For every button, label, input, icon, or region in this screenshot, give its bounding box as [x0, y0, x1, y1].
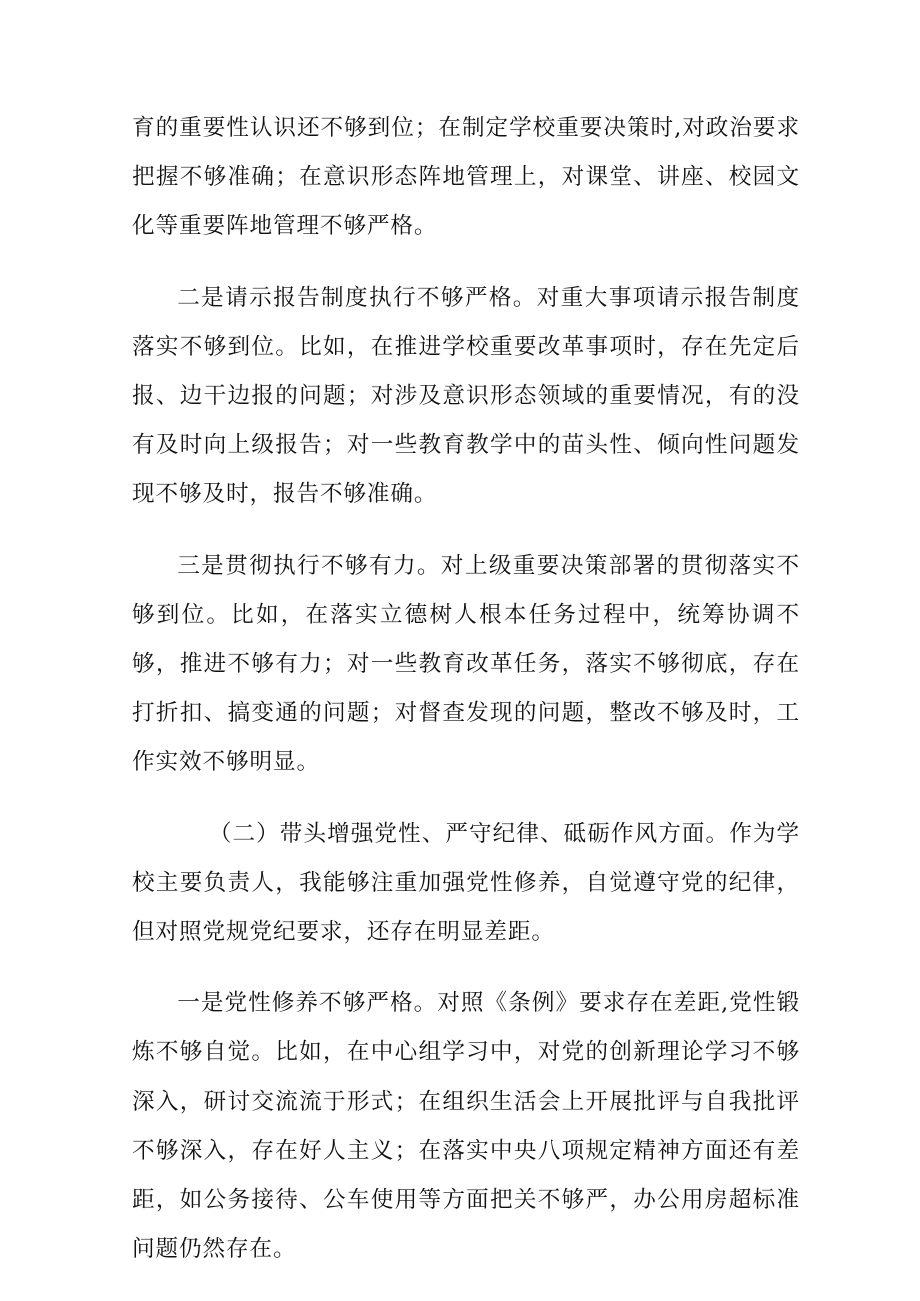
- document-body: [132, 104, 800, 1296]
- paragraph-3: 三是贯彻执行不够有力。对上级重要决策部署的贯彻落实不够到位。比如，在落实立德树人根本任务过程中，统筹协调不够，推进不够有力；对一些教育改革任务，落实不够彻底，存在打折扣、搞变通的问题；对督查发现的问题，整改不够及时，工作实效不够明显。: [132, 552, 800, 776]
- paragraph-2: 二是请示报告制度执行不够严格。对重大事项请示报告制度落实不够到位。比如，在推进学校重要改革事项时，存在先定后报、边干边报的问题；对涉及意识形态领域的重要情况，有的没有及时向上级报告；对一些教育教学中的苗头性、倾向性问题发现不够及时，报告不够准确。: [132, 284, 800, 508]
- paragraph-4: （二）带头增强党性、严守纪律、砥砺作风方面。作为学校主要负责人，我能够注重加强党性修养，自觉遵守党的纪律，但对照党规党纪要求，还存在明显差距。: [132, 820, 800, 946]
- paragraph-1: 育的重要性认识还不够到位；在制定学校重要决策时,对政治要求把握不够准确；在意识形态阵地管理上，对课堂、讲座、校园文化等重要阵地管理不够严格。: [132, 115, 800, 240]
- paragraph-5: 一是党性修养不够严格。对照《条例》要求存在差距,党性锻炼不够自觉。比如，在中心组学习中，对党的创新理论学习不够深入，研讨交流流于形式；在组织生活会上开展批评与自我批评不够深入，存在好人主义；在落实中央八项规定精神方面还有差距，如公务接待、公车使用等方面把关不够严，办公用房超标准问题仍然存在。: [132, 990, 800, 1263]
